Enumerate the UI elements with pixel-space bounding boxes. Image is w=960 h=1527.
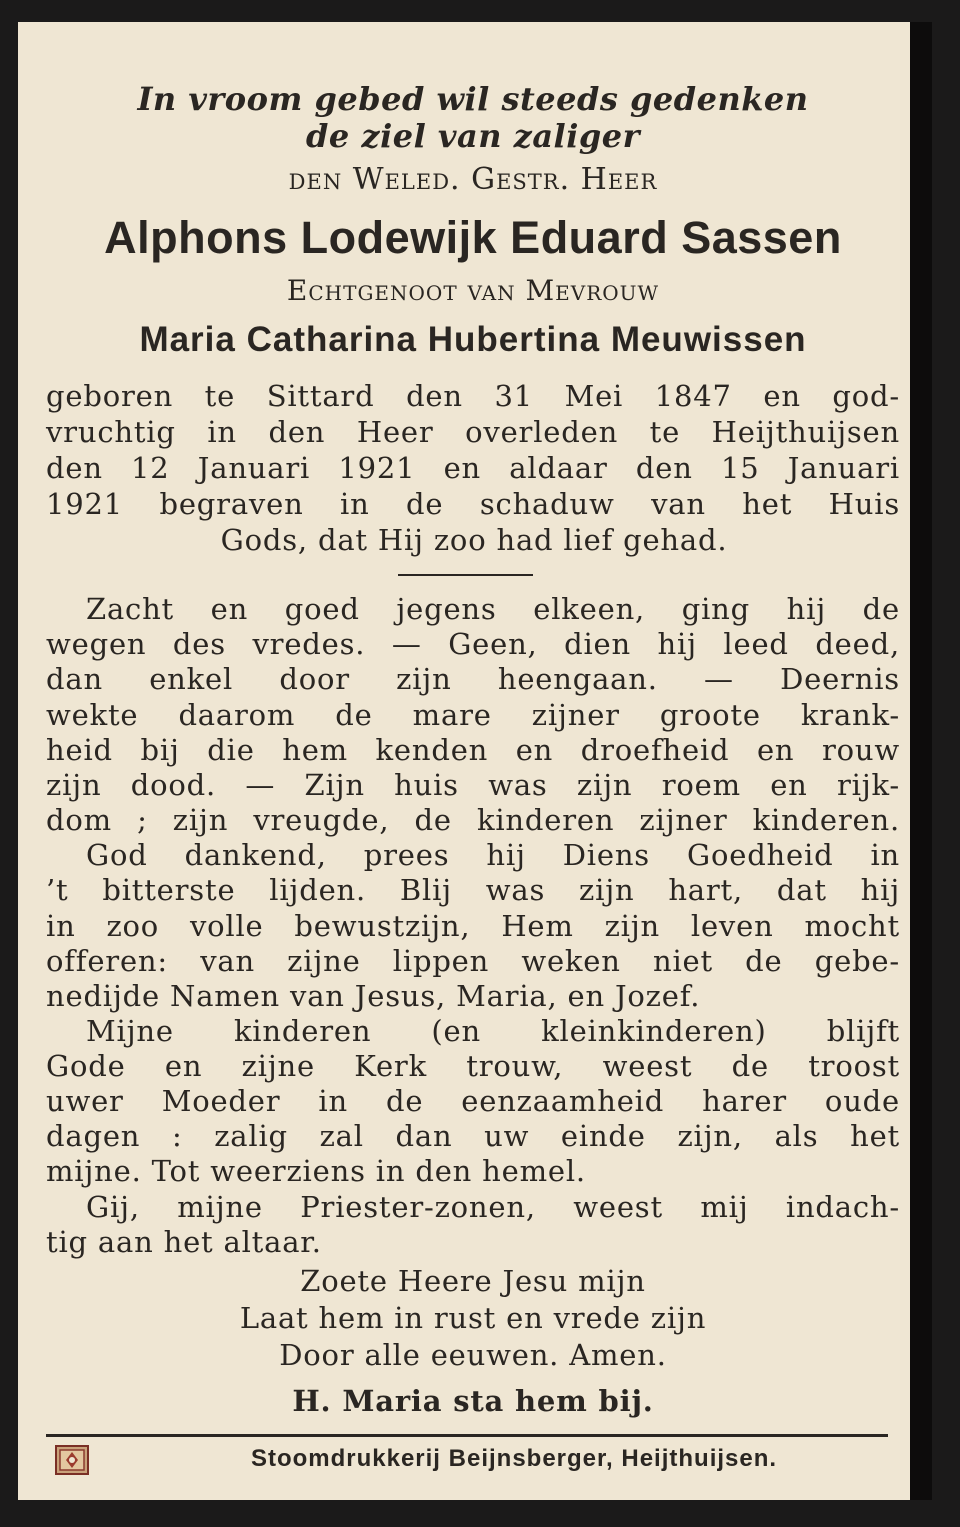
text-line: Gode en zijne Kerk trouw, weest de troost [46,1049,900,1083]
header-title: den Weled. Gestr. Heer [288,162,658,197]
bio-line: vruchtig in den Heer overleden te Heijthuijsen [46,415,900,449]
closing-line: H. Maria sta hem bij. [292,1384,654,1418]
text-line: heid bij die hem kenden en droefheid en rouw [46,733,900,767]
bio-line: Gods, dat Hij zoo had lief gehad. [220,523,728,557]
text-line: Zacht en goed jegens elkeen, ging hij de [86,592,900,626]
divider [398,574,533,576]
header-line-2: de ziel van zaliger [306,117,640,155]
deceased-name: Alphons Lodewijk Eduard Sassen [104,212,842,263]
text-line: zijn dood. — Zijn huis was zijn roem en rijk- [46,768,900,802]
prayer-line: Door alle eeuwen. Amen. [279,1338,667,1372]
text-line: uwer Moeder in de eenzaamheid harer oude [46,1084,900,1118]
prayer-line: Zoete Heere Jesu mijn [300,1264,646,1298]
text-line: ’t bitterste lijden. Blij was zijn hart, dat hij [46,873,900,907]
printer-emblem-icon [52,1440,92,1480]
footer-rule [46,1434,888,1437]
text-line: nedijde Namen van Jesus, Maria, en Jozef. [46,979,701,1013]
memorial-card [18,22,932,1500]
text-line: tig aan het altaar. [46,1225,322,1259]
text-line: wegen des vredes. — Geen, dien hij leed deed, [46,627,900,661]
text-line: dan enkel door zijn heengaan. — Deernis [46,662,900,696]
text-line: dagen : zalig zal dan uw einde zijn, als het [46,1119,900,1153]
text-line: mijne. Tot weerziens in den hemel. [46,1154,586,1188]
spouse-name: Maria Catharina Hubertina Meuwissen [139,320,807,359]
printer-credit: Stoomdrukkerij Beijnsberger, Heijthuijsen. [250,1445,778,1472]
prayer-line: Laat hem in rust en vrede zijn [239,1301,707,1335]
text-line: dom ; zijn vreugde, de kinderen zijner kinderen. [46,803,900,837]
text-line: wekte daarom de mare zijner groote krank- [46,698,900,732]
text-line: Mijne kinderen (en kleinkinderen) blijft [86,1014,900,1048]
bio-line: 1921 begraven in de schaduw van het Huis [46,487,900,521]
bio-line: den 12 Januari 1921 en aldaar den 15 Januari [46,451,900,485]
bio-line: geboren te Sittard den 31 Mei 1847 en god- [46,379,900,413]
text-line: Gij, mijne Priester-zonen, weest mij indach- [86,1190,900,1224]
card-content [18,22,910,1500]
relation-line: Echtgenoot van Mevrouw [286,274,660,307]
text-line: offeren: van zijne lippen weken niet de gebe- [46,944,900,978]
header-line-1: In vroom gebed wil steeds gedenken [137,80,809,118]
text-line: in zoo volle bewustzijn, Hem zijn leven mocht [46,909,900,943]
text-line: God dankend, prees hij Diens Goedheid in [86,838,900,872]
